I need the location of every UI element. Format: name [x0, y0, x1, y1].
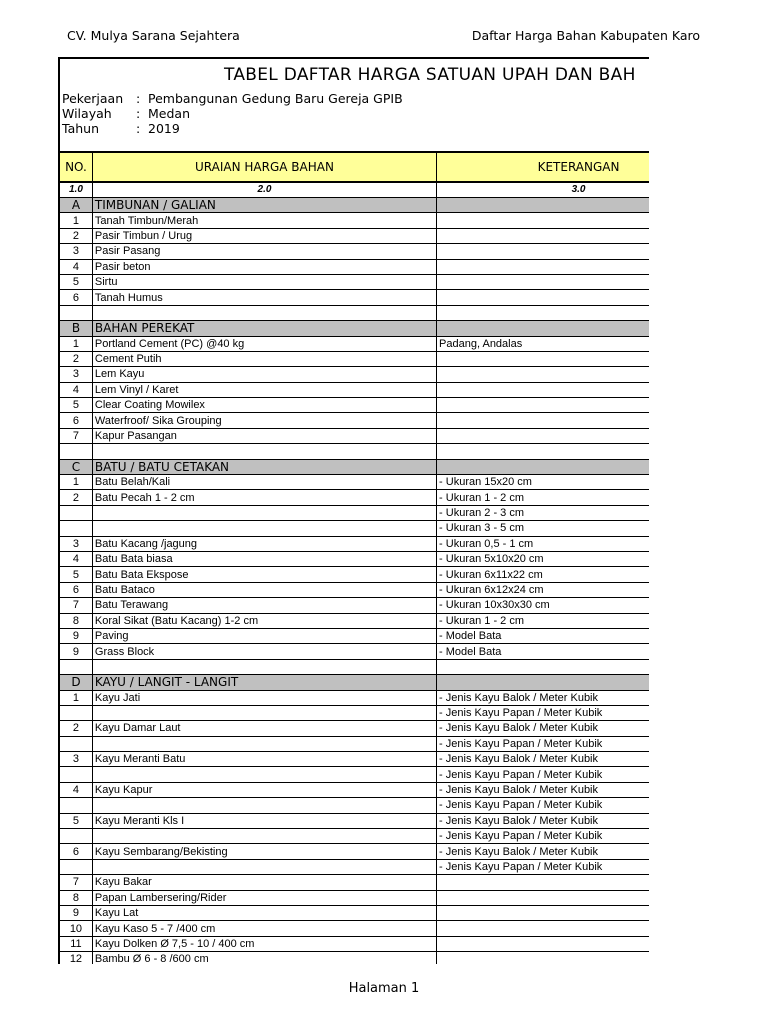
row-number: 6: [60, 582, 92, 597]
row-note: - Jenis Kayu Balok / Meter Kubik: [437, 690, 649, 705]
row-description: Kayu Kaso 5 - 7 /400 cm: [92, 921, 436, 936]
row-note: - Ukuran 0,5 - 1 cm: [437, 536, 649, 551]
row-note: [437, 351, 649, 366]
table-row: [60, 752, 649, 767]
row-note: - Ukuran 5x10x20 cm: [437, 551, 649, 566]
row-description: KAYU / LANGIT - LANGIT: [92, 675, 436, 690]
row-number: 12: [60, 952, 92, 964]
row-number: 11: [60, 936, 92, 951]
row-number: 7: [60, 598, 92, 613]
row-number: [60, 305, 92, 320]
section-row: [60, 198, 649, 213]
row-description: Batu Belah/Kali: [92, 475, 436, 490]
row-number: [60, 521, 92, 536]
col-uraian-index: 2.0: [92, 182, 436, 198]
table-row: [60, 259, 649, 274]
meta-colon: :: [136, 91, 141, 106]
table-row: [60, 413, 649, 428]
row-number: 1: [60, 690, 92, 705]
row-note: - Jenis Kayu Balok / Meter Kubik: [437, 721, 649, 736]
table-row: [60, 782, 649, 797]
table-row: [60, 628, 649, 643]
table-row: [60, 521, 649, 536]
row-number: 3: [60, 536, 92, 551]
row-description: BAHAN PEREKAT: [92, 321, 436, 336]
section-row: [60, 321, 649, 336]
row-description: [92, 798, 436, 813]
table-row: [60, 274, 649, 289]
row-number: 3: [60, 367, 92, 382]
meta-value: Pembangunan Gedung Baru Gereja GPIB: [148, 91, 403, 106]
row-note: [437, 413, 649, 428]
table-row: [60, 536, 649, 551]
row-number: 2: [60, 490, 92, 505]
row-number: [60, 859, 92, 874]
row-description: Pasir Pasang: [92, 244, 436, 259]
row-note: - Jenis Kayu Papan / Meter Kubik: [437, 859, 649, 874]
row-number: [60, 444, 92, 459]
table-row: [60, 905, 649, 920]
row-number: 9: [60, 628, 92, 643]
row-note: - Ukuran 3 - 5 cm: [437, 521, 649, 536]
row-number: [60, 659, 92, 674]
row-description: Papan Lambersering/Rider: [92, 890, 436, 905]
page-footer: Halaman 1: [348, 981, 420, 996]
row-note: [437, 213, 649, 228]
row-number: 9: [60, 644, 92, 659]
row-note: [437, 428, 649, 443]
row-description: Batu Pecah 1 - 2 cm: [92, 490, 436, 505]
table-row: [60, 582, 649, 597]
table-row: [60, 952, 649, 964]
company-name: CV. Mulya Sarana Sejahtera: [67, 28, 240, 43]
column-header-row: [60, 152, 649, 182]
row-note: - Jenis Kayu Papan / Meter Kubik: [437, 705, 649, 720]
table-row: [60, 490, 649, 505]
row-number: 5: [60, 398, 92, 413]
col-uraian-header: URAIAN HARGA BAHAN: [92, 152, 436, 182]
col-keterangan-header: KETERANGAN: [437, 152, 649, 182]
row-note: [437, 228, 649, 243]
row-number: 5: [60, 567, 92, 582]
row-number: 6: [60, 844, 92, 859]
meta-value: 2019: [148, 121, 180, 136]
table-row: [60, 829, 649, 844]
table-title: TABEL DAFTAR HARGA SATUAN UPAH DAN BAH: [224, 65, 636, 85]
table-row: [60, 936, 649, 951]
row-number: 3: [60, 752, 92, 767]
row-number: 3: [60, 244, 92, 259]
table-row: [60, 305, 649, 320]
table-row: [60, 767, 649, 782]
row-number: [60, 505, 92, 520]
row-note: [437, 305, 649, 320]
meta-key: Wilayah: [62, 106, 112, 121]
row-number: 4: [60, 551, 92, 566]
row-number: 4: [60, 259, 92, 274]
table-row: [60, 813, 649, 828]
table-row: [60, 844, 649, 859]
row-number: 5: [60, 813, 92, 828]
row-note: [437, 675, 649, 690]
row-note: [437, 321, 649, 336]
table-row: [60, 351, 649, 366]
column-index-row: [60, 182, 649, 198]
row-note: [437, 890, 649, 905]
table-row: [60, 290, 649, 305]
row-number: C: [60, 459, 92, 474]
row-description: Tanah Humus: [92, 290, 436, 305]
row-description: Kayu Jati: [92, 690, 436, 705]
row-note: - Ukuran 1 - 2 cm: [437, 490, 649, 505]
row-description: Kayu Bakar: [92, 875, 436, 890]
price-table: [60, 151, 649, 964]
row-number: 1: [60, 475, 92, 490]
price-sheet: [58, 57, 649, 964]
row-note: - Ukuran 10x30x30 cm: [437, 598, 649, 613]
table-row: [60, 505, 649, 520]
table-row: [60, 398, 649, 413]
meta-colon: :: [136, 121, 141, 136]
table-row: [60, 551, 649, 566]
table-row: [60, 367, 649, 382]
row-description: Waterfroof/ Sika Grouping: [92, 413, 436, 428]
table-row: [60, 690, 649, 705]
row-description: BATU / BATU CETAKAN: [92, 459, 436, 474]
row-note: - Jenis Kayu Papan / Meter Kubik: [437, 767, 649, 782]
table-row: [60, 721, 649, 736]
row-note: - Ukuran 6x12x24 cm: [437, 582, 649, 597]
table-row: [60, 444, 649, 459]
row-number: 6: [60, 290, 92, 305]
row-number: 2: [60, 228, 92, 243]
row-number: 6: [60, 413, 92, 428]
row-number: 2: [60, 721, 92, 736]
row-description: Kayu Damar Laut: [92, 721, 436, 736]
table-row: [60, 598, 649, 613]
row-description: Clear Coating Mowilex: [92, 398, 436, 413]
row-note: [437, 936, 649, 951]
row-note: [437, 382, 649, 397]
row-number: 7: [60, 428, 92, 443]
row-number: 9: [60, 905, 92, 920]
row-description: TIMBUNAN / GALIAN: [92, 198, 436, 213]
row-note: - Jenis Kayu Papan / Meter Kubik: [437, 798, 649, 813]
row-description: [92, 736, 436, 751]
row-note: [437, 274, 649, 289]
row-note: [437, 367, 649, 382]
row-number: 4: [60, 382, 92, 397]
row-description: Kayu Kapur: [92, 782, 436, 797]
row-description: Kayu Meranti Batu: [92, 752, 436, 767]
row-number: [60, 767, 92, 782]
row-number: D: [60, 675, 92, 690]
row-number: 7: [60, 875, 92, 890]
row-description: [92, 505, 436, 520]
row-description: Cement Putih: [92, 351, 436, 366]
row-description: Batu Terawang: [92, 598, 436, 613]
table-row: [60, 705, 649, 720]
row-description: Lem Vinyl / Karet: [92, 382, 436, 397]
row-description: Lem Kayu: [92, 367, 436, 382]
row-description: [92, 767, 436, 782]
row-number: 5: [60, 274, 92, 289]
row-number: 1: [60, 336, 92, 351]
row-note: - Jenis Kayu Balok / Meter Kubik: [437, 782, 649, 797]
row-description: Sirtu: [92, 274, 436, 289]
row-description: [92, 705, 436, 720]
row-description: Kayu Lat: [92, 905, 436, 920]
row-note: [437, 244, 649, 259]
row-description: Kayu Sembarang/Bekisting: [92, 844, 436, 859]
row-note: - Ukuran 15x20 cm: [437, 475, 649, 490]
row-note: [437, 259, 649, 274]
row-note: - Ukuran 1 - 2 cm: [437, 613, 649, 628]
row-note: [437, 459, 649, 474]
row-note: - Ukuran 6x11x22 cm: [437, 567, 649, 582]
row-description: Grass Block: [92, 644, 436, 659]
row-number: [60, 736, 92, 751]
table-row: [60, 613, 649, 628]
row-note: [437, 921, 649, 936]
row-note: - Model Bata: [437, 628, 649, 643]
col-no-index: 1.0: [60, 182, 92, 198]
table-row: [60, 921, 649, 936]
table-row: [60, 859, 649, 874]
row-number: A: [60, 198, 92, 213]
row-note: - Model Bata: [437, 644, 649, 659]
row-description: Pasir Timbun / Urug: [92, 228, 436, 243]
table-row: [60, 890, 649, 905]
row-note: [437, 905, 649, 920]
row-number: 8: [60, 613, 92, 628]
table-row: [60, 213, 649, 228]
meta-value: Medan: [148, 106, 190, 121]
document-title: Daftar Harga Bahan Kabupaten Karo: [471, 28, 700, 43]
row-note: [437, 444, 649, 459]
col-keterangan-index: 3.0: [437, 182, 649, 198]
row-number: 10: [60, 921, 92, 936]
row-note: - Jenis Kayu Papan / Meter Kubik: [437, 829, 649, 844]
col-no-header: NO.: [60, 152, 92, 182]
row-description: [92, 659, 436, 674]
row-number: 1: [60, 213, 92, 228]
table-row: [60, 475, 649, 490]
row-description: Bambu Ø 6 - 8 /600 cm: [92, 952, 436, 964]
row-number: [60, 705, 92, 720]
table-row: [60, 244, 649, 259]
meta-key: Tahun: [62, 121, 99, 136]
table-row: [60, 736, 649, 751]
table-row: [60, 382, 649, 397]
row-description: [92, 444, 436, 459]
row-note: [437, 198, 649, 213]
row-note: Padang, Andalas: [437, 336, 649, 351]
row-description: [92, 829, 436, 844]
row-number: 4: [60, 782, 92, 797]
row-note: [437, 290, 649, 305]
row-description: Kapur Pasangan: [92, 428, 436, 443]
row-description: [92, 859, 436, 874]
row-note: - Jenis Kayu Balok / Meter Kubik: [437, 813, 649, 828]
meta-colon: :: [136, 106, 141, 121]
row-number: 2: [60, 351, 92, 366]
table-row: [60, 336, 649, 351]
table-row: [60, 798, 649, 813]
row-number: B: [60, 321, 92, 336]
section-row: [60, 675, 649, 690]
row-description: Batu Bata biasa: [92, 551, 436, 566]
row-number: [60, 829, 92, 844]
row-description: Koral Sikat (Batu Kacang) 1-2 cm: [92, 613, 436, 628]
row-note: [437, 398, 649, 413]
row-note: [437, 952, 649, 964]
row-note: - Jenis Kayu Balok / Meter Kubik: [437, 844, 649, 859]
row-description: [92, 305, 436, 320]
table-row: [60, 644, 649, 659]
row-description: Batu Bataco: [92, 582, 436, 597]
table-row: [60, 875, 649, 890]
table-row: [60, 567, 649, 582]
row-number: 8: [60, 890, 92, 905]
section-row: [60, 459, 649, 474]
meta-key: Pekerjaan: [62, 91, 124, 106]
row-description: Kayu Dolken Ø 7,5 - 10 / 400 cm: [92, 936, 436, 951]
row-note: - Jenis Kayu Balok / Meter Kubik: [437, 752, 649, 767]
row-description: Kayu Meranti Kls I: [92, 813, 436, 828]
row-description: Portland Cement (PC) @40 kg: [92, 336, 436, 351]
row-description: Batu Kacang /jagung: [92, 536, 436, 551]
row-description: Paving: [92, 628, 436, 643]
table-row: [60, 228, 649, 243]
row-note: [437, 659, 649, 674]
row-note: [437, 875, 649, 890]
row-description: Tanah Timbun/Merah: [92, 213, 436, 228]
row-note: - Ukuran 2 - 3 cm: [437, 505, 649, 520]
row-description: Batu Bata Ekspose: [92, 567, 436, 582]
row-description: [92, 521, 436, 536]
row-number: [60, 798, 92, 813]
table-row: [60, 428, 649, 443]
row-note: - Jenis Kayu Papan / Meter Kubik: [437, 736, 649, 751]
row-description: Pasir beton: [92, 259, 436, 274]
table-row: [60, 659, 649, 674]
